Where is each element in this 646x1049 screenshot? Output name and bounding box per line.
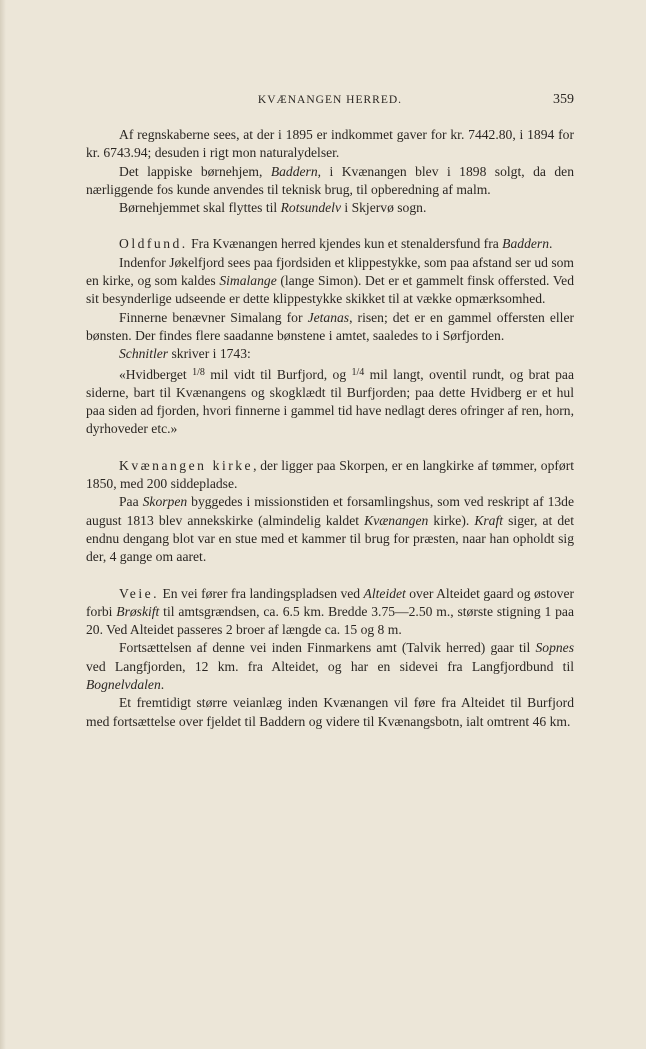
section-heading: Oldfund. — [119, 236, 188, 252]
paragraph: Indenfor Jøkelfjord sees paa fjordsiden et klippestykke, som paa afstand ser ud som en kirke, og som kaldes Simalange (lange Simon). Det er et gammelt finsk offersted. Ved sit besynderlige udseende er dette klippestykke skikket til at vække opmærksomhed. — [86, 254, 574, 307]
section-kirke: Kvænangen kirke, der ligger paa Skorpen, er en langkirke af tømmer, opført 1850, med 200 siddepladse. — [86, 457, 574, 492]
place-name: Baddern — [270, 163, 318, 179]
author-name: Kraft — [474, 512, 504, 528]
paragraph: Af regnskaberne sees, at der i 1895 er indkommet gaver for kr. 7442.80, i 1894 for kr. 6743.94; desuden i rigt mon naturalydelser. — [86, 127, 574, 161]
term: Jetanas — [307, 309, 350, 325]
paragraph: Schnitler skriver i 1743: — [119, 346, 251, 362]
place-name: Bognelvdalen — [86, 677, 161, 693]
paragraph: Det lappiske børnehjem, Baddern, i Kvænangen blev i 1898 solgt, da den nærliggende fos kunde anvendes til teknisk brug, til opberedning af malm. — [86, 163, 574, 197]
section-veie: Veie. En vei fører fra landingspladsen ved Alteidet over Alteidet gaard og østover forbi Brøskift til amtsgrændsen, ca. 6.5 km. Bredde 3.75—2.50 m., største stigning 1 paa 20. Ved Alteidet passeres 2 broer af længde ca. 15 og 8 m. — [86, 585, 575, 638]
author-name: Schnitler — [119, 346, 169, 362]
running-title: KVÆNANGEN HERRED. — [257, 94, 403, 106]
page-header — [86, 94, 574, 112]
place-name: Rotsundelv — [280, 200, 341, 216]
paragraph: Børnehjemmet skal flyttes til Rotsundelv i Skjervø sogn. — [119, 200, 427, 216]
fraction: 1/8 — [192, 366, 205, 378]
page-number: 359 — [553, 92, 574, 107]
paragraph: Finnerne benævner Simalang for Jetanas, risen; det er en gammel offersten eller bønsten. Der findes flere saadanne bønstene i amtet, saaledes to i Sørfjorden. — [86, 309, 575, 343]
section-heading: Veie. — [119, 585, 160, 601]
place-name: Alteidet — [363, 585, 406, 601]
fraction: 1/4 — [351, 366, 365, 378]
place-name: Simalange — [219, 273, 277, 289]
place-name: Skorpen — [142, 494, 188, 510]
section-heading: Kvænangen kirke — [119, 457, 254, 473]
page-edge — [0, 0, 6, 1049]
body-text — [86, 126, 574, 731]
place-name: Baddern — [502, 236, 549, 252]
section-oldfund: Oldfund. Fra Kvænangen herred kjendes kun et stenaldersfund fra Baddern. — [119, 236, 553, 252]
paragraph: Et fremtidigt større veianlæg inden Kvænangen vil føre fra Alteidet til Burfjord med fortsættelse over fjeldet til Baddern og videre til Kvænangsbotn, ialt omtrent 46 km. — [86, 695, 574, 729]
paragraph: Paa Skorpen byggedes i missionstiden et forsamlingshus, som ved reskript af 13de august 1813 blev annekskirke (almindelig kaldet Kvænangen kirke). Kraft siger, at det endnu dengang blot var en stue med et kammer til brug for præsten, naar han opholdt sig der, 4 gange om aaret. — [86, 494, 575, 565]
place-name: Kvænangen — [364, 512, 429, 528]
paragraph: Fortsættelsen af denne vei inden Finmarkens amt (Talvik herred) gaar til Sopnes ved Langfjorden, 12 km. fra Alteidet, og har en sidevei fra Langfjordbund til Bognelvdalen. — [86, 640, 574, 693]
quotation: «Hvidberget $^{1/8}$ mil vidt til Burfjord, og $^{1/4}$ mil langt, oventil rundt, og brat paa siderne, bart til Kvænangens og skogklædt til Burfjorden; paa dette Hvidberg er et hul paa siden ad fjorden, hvori finnerne i gammel tid have nedlagt deres ofringer af ren, horn, dyrhoveder etc.» — [86, 366, 574, 437]
place-name: Brøskift — [116, 603, 160, 619]
place-name: Sopnes — [535, 640, 574, 656]
